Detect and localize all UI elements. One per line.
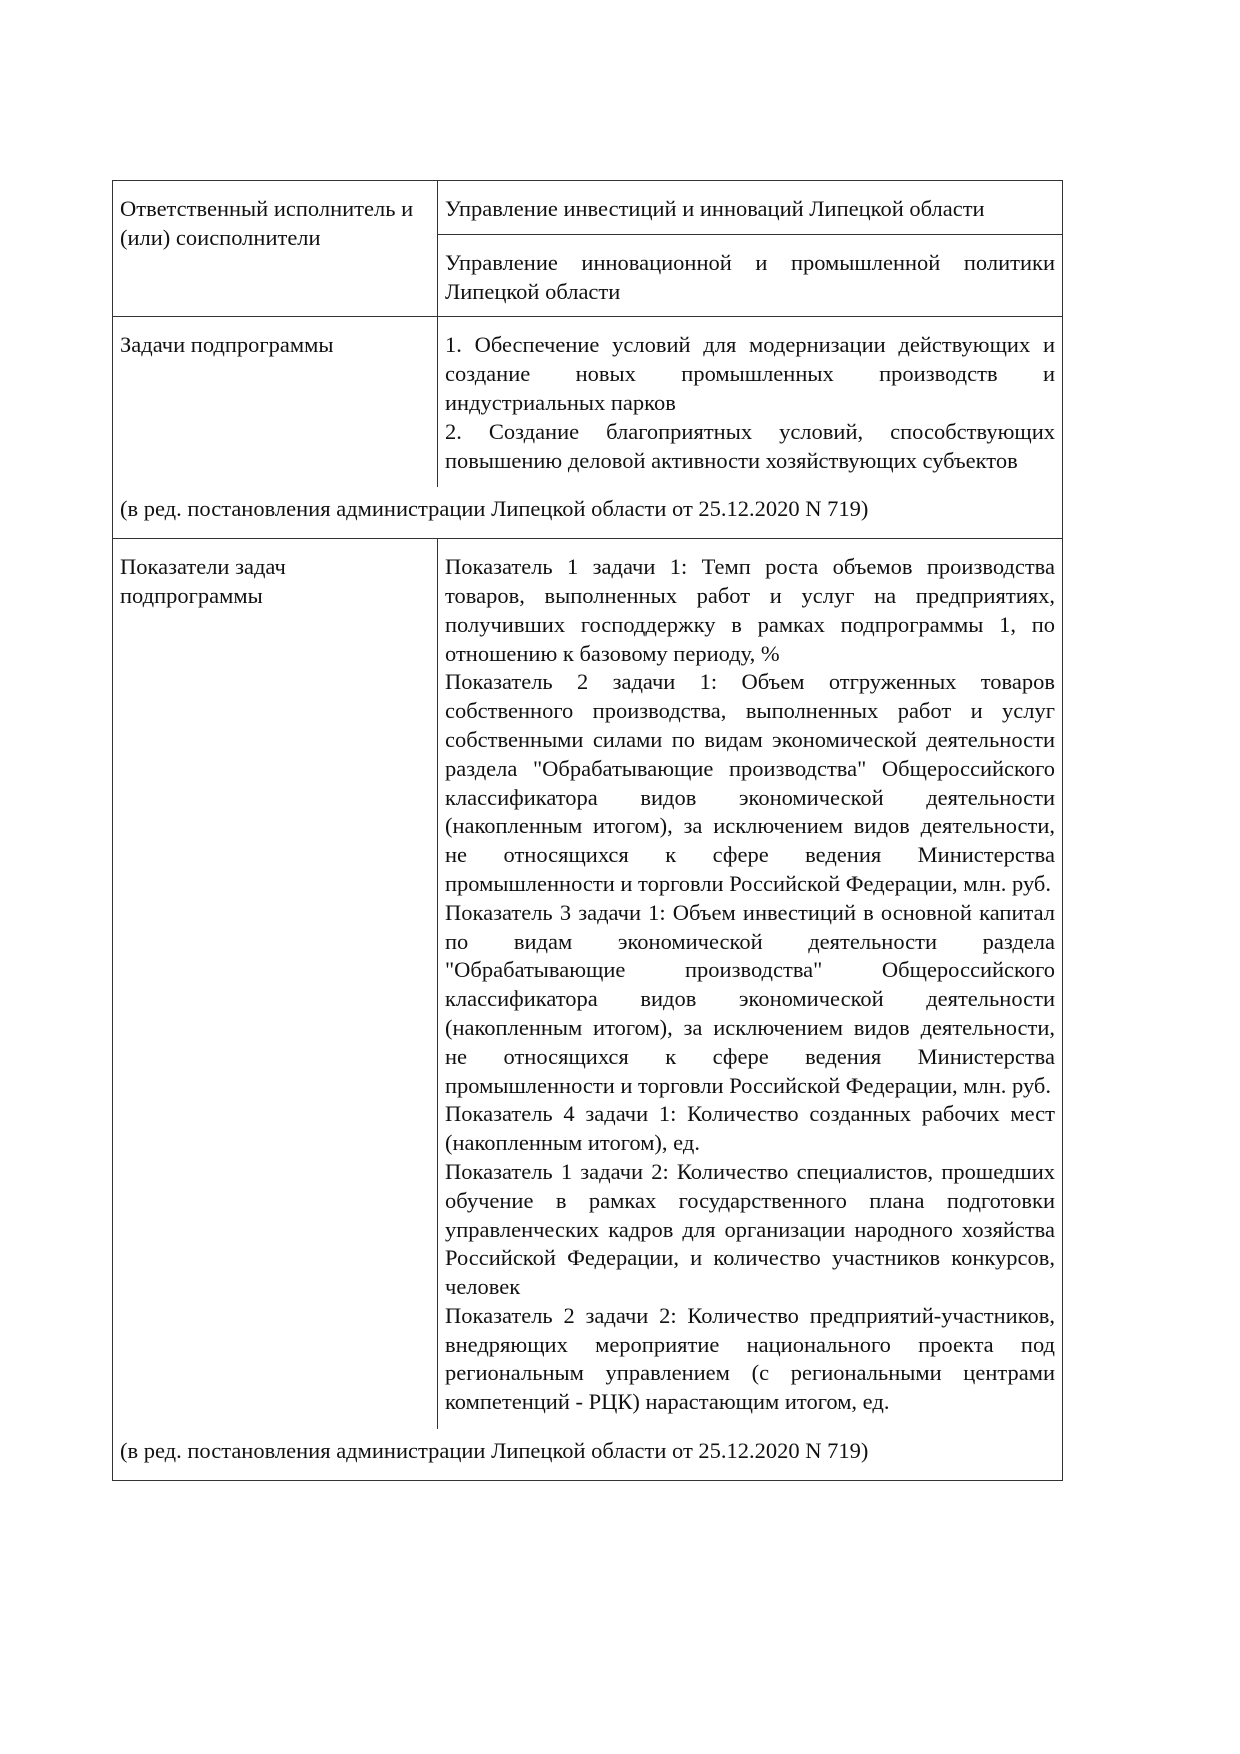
row-label: Ответственный исполнитель и (или) соисполнители: [113, 181, 438, 316]
indicator-item: Показатель 1 задачи 1: Темп роста объемов производства товаров, выполненных работ и услуг на предприятиях, получивших господдержку в рамках подпрограммы 1, по отношению к базовому периоду, %: [445, 554, 1055, 666]
co-executor: Управление инновационной и промышленной политики Липецкой области: [438, 234, 1062, 317]
row-responsible: [113, 181, 1062, 317]
row-tasks: [113, 317, 1062, 487]
indicator-item: Показатель 3 задачи 1: Объем инвестиций в основной капитал по видам экономической деятельности раздела "Обрабатывающие производства" Общероссийского классификатора видов экономической деятельности (накопленным итогом), за исключением видов деятельности, не относящихся к сфере ведения Министерства промышленности и торговли Российской Федерации, млн. руб.: [445, 899, 1055, 1098]
indicator-item: Показатель 1 задачи 2: Количество специалистов, прошедших обучение в рамках государственного плана подготовки управленческих кадров для организации народного хозяйства Российской Федерации, и количество участников конкурсов, человек: [445, 1158, 1055, 1300]
indicator-item: Показатель 2 задачи 1: Объем отгруженных товаров собственного производства, выполненных работ и услуг собственными силами по видам экономической деятельности раздела "Обрабатывающие производства" Общероссийского классификатора видов экономической деятельности (накопленным итогом), за исключением видов деятельности, не относящихся к сфере ведения Министерства промышленности и торговли Российской Федерации, млн. руб.: [445, 669, 1055, 896]
row-indicators: [113, 539, 1062, 1429]
amendment-note: (в ред. постановления администрации Липецкой области от 25.12.2020 N 719): [120, 1438, 869, 1464]
indicator-item: Показатель 2 задачи 2: Количество предприятий-участников, внедряющих мероприятие национального проекта под региональным управлением (с региональными центрами компетенций - РЦК) нарастающим итогом, ед.: [445, 1302, 1055, 1415]
task-item: 1. Обеспечение условий для модернизации действующих и создание новых промышленных производств и индустриальных парков: [445, 332, 1055, 415]
passport-table: [112, 180, 1063, 1481]
row-label: Показатели задач подпрограммы: [113, 539, 438, 1429]
task-item: 2. Создание благоприятных условий, способствующих повышению деловой активности хозяйствующих субъектов: [445, 418, 1055, 473]
row-label: Задачи подпрограммы: [113, 317, 438, 487]
responsible-executor: Управление инвестиций и инноваций Липецкой области: [445, 196, 985, 221]
indicator-item: Показатель 4 задачи 1: Количество созданных рабочих мест (накопленным итогом), ед.: [445, 1101, 1055, 1156]
amendment-note: (в ред. постановления администрации Липецкой области от 25.12.2020 N 719): [120, 496, 869, 522]
